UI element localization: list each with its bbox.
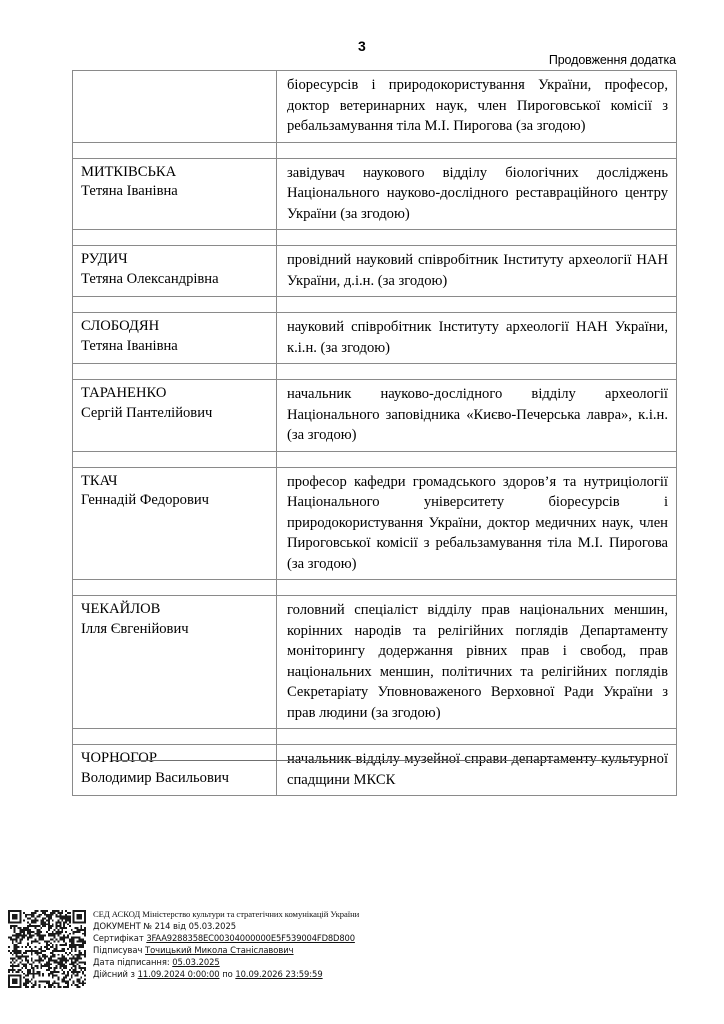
- table-spacer-row: [73, 142, 677, 158]
- cell-person-name: [73, 745, 277, 796]
- spacer-cell-name: [73, 580, 277, 596]
- spacer-description-text: [277, 297, 676, 312]
- signer-label: Підписувач: [93, 945, 143, 956]
- cell-position-description: [277, 380, 677, 452]
- table-row: [73, 380, 677, 452]
- cell-position-description: [277, 313, 677, 364]
- cell-position-description: [277, 246, 677, 297]
- table-row: [73, 745, 677, 796]
- cell-position-description: [277, 467, 677, 580]
- table-spacer-row: [73, 729, 677, 745]
- qr-code-icon: [8, 910, 86, 988]
- table-row: [73, 158, 677, 230]
- person-surname: ЧЕКАЙЛОВ: [81, 601, 161, 617]
- validity-to: 10.09.2026 23:59:59: [235, 969, 323, 980]
- cell-person-name: [73, 246, 277, 297]
- cell-position-description: [277, 71, 677, 143]
- table-spacer-row: [73, 451, 677, 467]
- spacer-cell-name: [73, 230, 277, 246]
- person-given-name: Геннадій Федорович: [81, 492, 210, 508]
- spacer-description-text: [277, 230, 676, 245]
- person-given-name: Сергій Пантелійович: [81, 404, 213, 421]
- members-table-body: [73, 71, 677, 796]
- sign-date-label: Дата підписання:: [93, 957, 170, 968]
- spacer-cell-description: [277, 580, 677, 596]
- person-given-name: Володимир Васильович: [81, 769, 229, 786]
- certificate-value: 3FAA9288358EC00304000000E5F539004FD8D800: [146, 933, 355, 944]
- person-given-name: Ілля Євгенійович: [81, 620, 189, 637]
- table-spacer-row: [73, 580, 677, 596]
- sign-date-value: 05.03.2025: [172, 957, 220, 968]
- spacer-name-text: [73, 729, 276, 744]
- cell-position-description: [277, 596, 677, 729]
- cell-person-name: [73, 467, 277, 580]
- validity-mid: по: [222, 969, 233, 980]
- position-description-text: науковий співробітник Інституту археології НАН України, к.і.н. (за згодою): [287, 319, 668, 356]
- position-description-text: професор кафедри громадського здоров’я та нутриціології Національного університету біоресурсів і природокористування України, доктор медичних наук, член Пироговської комісії з ребальзамування тіла М.І. Пирогова (за згодою): [287, 473, 668, 572]
- members-table: [72, 70, 677, 796]
- table-row: [73, 596, 677, 729]
- spacer-cell-description: [277, 297, 677, 313]
- cell-person-name: [73, 158, 277, 230]
- person-surname: ЧОРНОГОР: [81, 750, 157, 766]
- signature-validity-line: [93, 968, 443, 980]
- person-name-text: [73, 468, 276, 516]
- validity-from: 11.09.2024 0:00:00: [137, 969, 220, 980]
- certificate-label: Сертифікат: [93, 933, 144, 944]
- table-spacer-row: [73, 230, 677, 246]
- cell-position-description: [277, 158, 677, 230]
- person-given-name: Тетяна Іванівна: [81, 337, 178, 354]
- spacer-description-text: [277, 580, 676, 595]
- continuation-header: Продовження додатка: [548, 53, 676, 67]
- signature-system-line: СЕД АСКОД Міністерство культури та стратегічних комунікацій України: [93, 909, 360, 919]
- page-number: 3: [358, 38, 366, 54]
- cell-person-name: [73, 313, 277, 364]
- person-surname: МИТКІВСЬКА: [81, 163, 177, 180]
- spacer-description-text: [277, 364, 676, 379]
- cell-person-name: [73, 380, 277, 452]
- person-name-text: [73, 313, 276, 361]
- spacer-name-text: [73, 297, 276, 312]
- spacer-cell-description: [277, 451, 677, 467]
- signature-certificate-line: [93, 932, 443, 944]
- position-description-text: біоресурсів і природокористування України, професор, доктор ветеринарних наук, член Пироговської комісії з ребальзамування тіла М.І. Пирогова (за згодою): [287, 77, 668, 134]
- spacer-cell-description: [277, 230, 677, 246]
- person-given-name: Тетяна Олександрівна: [81, 270, 219, 287]
- table-row: [73, 246, 677, 297]
- cell-person-name: [73, 596, 277, 729]
- cell-position-description: [277, 745, 677, 796]
- cell-person-name: [73, 71, 277, 143]
- validity-label: Дійсний з: [93, 969, 135, 980]
- spacer-cell-name: [73, 451, 277, 467]
- spacer-description-text: [277, 452, 676, 467]
- signature-date-line: [93, 956, 443, 968]
- spacer-cell-name: [73, 364, 277, 380]
- spacer-cell-name: [73, 142, 277, 158]
- person-given-name: Тетяна Іванівна: [81, 183, 178, 199]
- spacer-cell-description: [277, 364, 677, 380]
- person-surname: ТАРАНЕНКО: [81, 385, 167, 401]
- spacer-name-text: [73, 230, 276, 245]
- table-spacer-row: [73, 297, 677, 313]
- spacer-description-text: [277, 729, 676, 744]
- person-name-text: [73, 596, 276, 644]
- person-surname: ТКАЧ: [81, 472, 118, 489]
- spacer-name-text: [73, 364, 276, 379]
- spacer-description-text: [277, 143, 676, 158]
- table-spacer-row: [73, 364, 677, 380]
- person-name-text: [73, 745, 276, 793]
- table-row: [73, 71, 677, 143]
- section-divider-rule: [112, 760, 645, 761]
- electronic-signature-block: [8, 908, 448, 994]
- spacer-name-text: [73, 580, 276, 595]
- signature-details: [93, 908, 443, 981]
- spacer-cell-name: [73, 297, 277, 313]
- person-name-text: [73, 71, 276, 80]
- person-name-text: [73, 380, 276, 428]
- person-name-text: [73, 246, 276, 294]
- position-description-text: провідний науковий співробітник Інституту археології НАН України, д.і.н. (за згодою): [287, 252, 668, 289]
- spacer-cell-name: [73, 729, 277, 745]
- table-row: [73, 313, 677, 364]
- spacer-name-text: [73, 452, 276, 467]
- person-surname: РУДИЧ: [81, 251, 128, 267]
- signature-document-line: ДОКУМЕНТ № 214 від 05.03.2025: [93, 921, 237, 932]
- person-surname: СЛОБОДЯН: [81, 318, 160, 334]
- position-description-text: начальник відділу музейної справи департаменту культурної спадщини МКСК: [287, 751, 668, 788]
- spacer-name-text: [73, 143, 276, 158]
- position-description-text: головний спеціаліст відділу прав національних меншин, корінних народів та релігійних поглядів Департаменту моніторингу додержання рівних прав і свобод, прав національних меншин, політичних та релігійних поглядів Секретаріату Уповноваженого Верховної Ради України з прав людини (за згодою): [287, 602, 668, 721]
- spacer-cell-description: [277, 729, 677, 745]
- position-description-text: завідувач наукового відділу біологічних досліджень Національного науково-дослідного реставраційного центру України (за згодою): [287, 164, 668, 222]
- table-row: [73, 467, 677, 580]
- person-name-text: [73, 159, 276, 207]
- signer-value: Точицький Микола Станіславович: [145, 945, 294, 956]
- position-description-text: начальник науково-дослідного відділу археології Національного заповідника «Києво-Печерська лавра», к.і.н. (за згодою): [287, 386, 668, 443]
- signature-signer-line: [93, 944, 443, 956]
- spacer-cell-description: [277, 142, 677, 158]
